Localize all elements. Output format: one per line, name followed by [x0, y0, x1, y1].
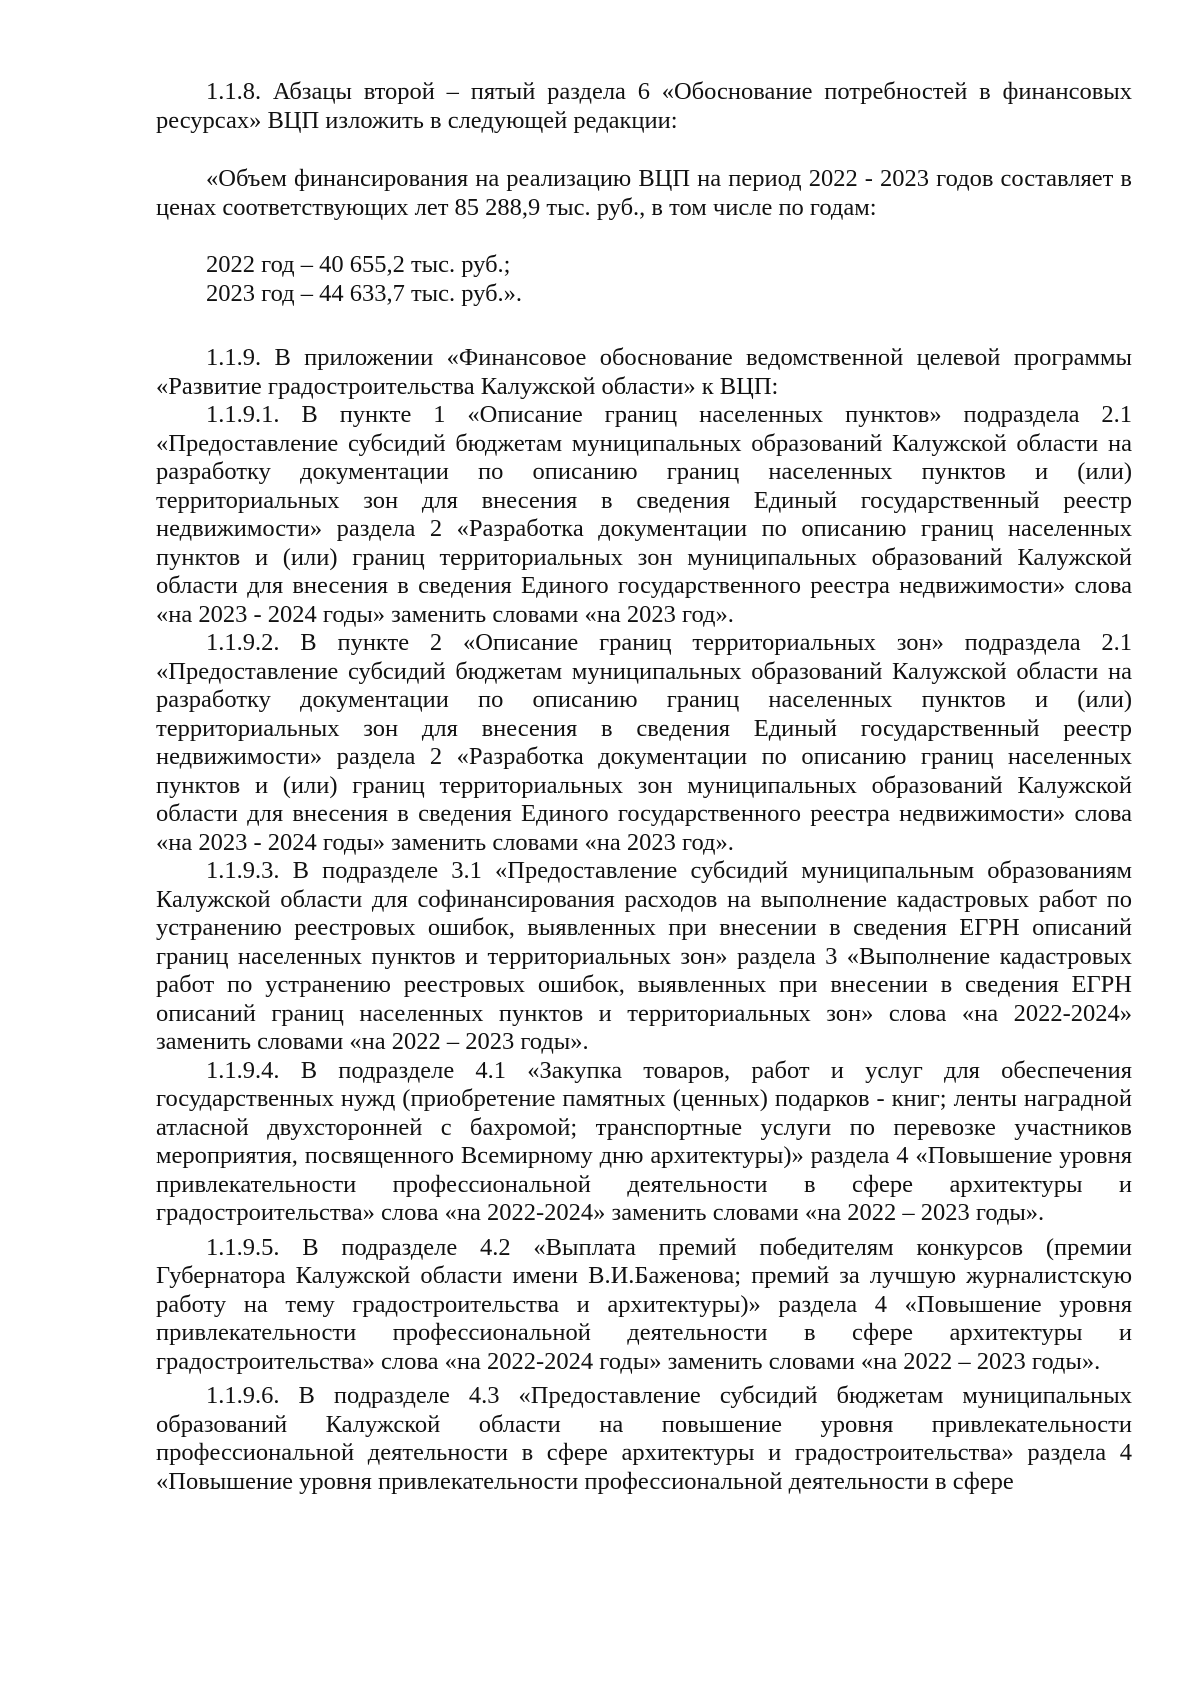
paragraph-1-1-9-3: 1.1.9.3. В подразделе 3.1 «Предоставление субсидий муниципальным образованиям Калужской области для софинансирования расходов на выполнение кадастровых работ по устранению реестровых ошибок, выявленных при внесении в сведения ЕГРН описаний границ населенных пунктов и территориальных зон» раздела 3 «Выполнение кадастровых работ по устранению реестровых ошибок, выявленных при внесении в сведения ЕГРН описаний границ населенных пунктов и территориальных зон» слова «на 2022-2024» заменить словами «на 2022 – 2023 годы». — [156, 857, 1132, 1055]
funding-2023-line: 2023 год – 44 633,7 тыс. руб.». — [206, 279, 523, 307]
paragraph-1-1-9-5: 1.1.9.5. В подразделе 4.2 «Выплата премий победителям конкурсов (премии Губернатора Калужской области имени В.И.Баженова; премий за лучшую журналистскую работу на тему градостроительства и архитектуры)» раздела 4 «Повышение уровня привлекательности профессиональной деятельности в сфере архитектуры и градостроительства» слова «на 2022-2024 годы» заменить словами «на 2022 – 2023 годы». — [156, 1233, 1132, 1375]
paragraph-funding-quote: «Объем финансирования на реализацию ВЦП на период 2022 - 2023 годов составляет в ценах соответствующих лет 85 288,9 тыс. руб., в том числе по годам: — [156, 165, 1132, 221]
funding-2022-line: 2022 год – 40 655,2 тыс. руб.; — [206, 251, 511, 278]
paragraph-1-1-9-4: 1.1.9.4. В подразделе 4.1 «Закупка товаров, работ и услуг для обеспечения государственных нужд (приобретение памятных (ценных) подарков - книг; ленты наградной атласной двухсторонней с бахромой; транспортные услуги по перевозке участников мероприятия, посвященного Всемирному дню архитектуры)» раздела 4 «Повышение уровня привлекательности профессиональной деятельности в сфере архитектуры и градостроительства» слова «на 2022-2024» заменить словами «на 2022 – 2023 годы». — [156, 1056, 1132, 1226]
spacer — [156, 222, 1132, 251]
paragraph-1-1-9-1: 1.1.9.1. В пункте 1 «Описание границ населенных пунктов» подраздела 2.1 «Предоставление субсидий бюджетам муниципальных образований Калужской области на разработку документации по описанию границ населенных пунктов и (или) территориальных зон для внесения в сведения Единый государственный реестр недвижимости» раздела 2 «Разработка документации по описанию границ населенных пунктов и (или) границ территориальных зон муниципальных образований Калужской области для внесения в сведения Единого государственного реестра недвижимости» слова «на 2023 - 2024 годы» заменить словами «на 2023 год». — [156, 401, 1132, 628]
document-page — [156, 78, 1132, 1496]
spacer — [156, 135, 1132, 165]
paragraph-1-1-9-2: 1.1.9.2. В пункте 2 «Описание границ территориальных зон» подраздела 2.1 «Предоставление субсидий бюджетам муниципальных образований Калужской области на разработку документации по описанию границ населенных пунктов и (или) территориальных зон для внесения в сведения Единый государственный реестр недвижимости» раздела 2 «Разработка документации по описанию границ населенных пунктов и (или) границ территориальных зон муниципальных образований Калужской области для внесения в сведения Единого государственного реестра недвижимости» слова «на 2023 - 2024 годы» заменить словами «на 2023 год». — [156, 629, 1132, 856]
paragraph-1-1-9-6: 1.1.9.6. В подразделе 4.3 «Предоставление субсидий бюджетам муниципальных образований Калужской области на повышение уровня привлекательности профессиональной деятельности в сфере архитектуры и градостроительства» раздела 4 «Повышение уровня привлекательности профессиональной деятельности в сфере — [156, 1382, 1132, 1495]
spacer — [156, 308, 1132, 344]
paragraph-1-1-9: 1.1.9. В приложении «Финансовое обоснование ведомственной целевой программы «Развитие градостроительства Калужской области» к ВЦП: — [156, 344, 1132, 400]
paragraph-1-1-8: 1.1.8. Абзацы второй – пятый раздела 6 «Обоснование потребностей в финансовых ресурсах» ВЦП изложить в следующей редакции: — [156, 78, 1132, 134]
